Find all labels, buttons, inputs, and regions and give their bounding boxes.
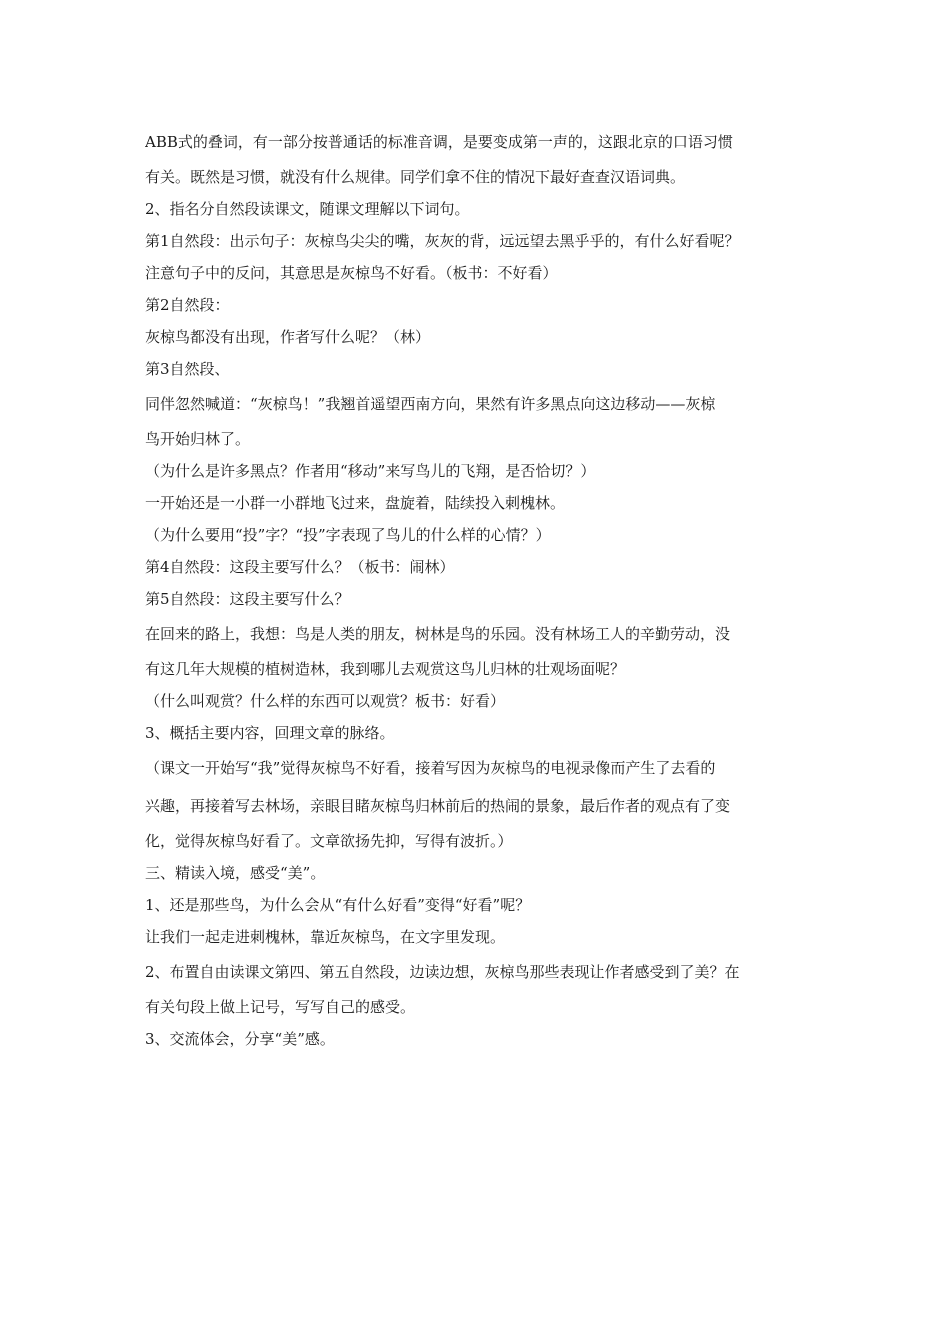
text-line: 兴趣，再接着写去林场，亲眼目睹灰椋鸟归林前后的热闹的景象，最后作者的观点有了变 bbox=[145, 797, 731, 815]
text-line: 第4自然段：这段主要写什么？（板书：闹林） bbox=[145, 558, 455, 576]
text-line: （为什么是许多黑点？作者用“移动”来写鸟儿的飞翔，是否恰切？） bbox=[145, 462, 596, 480]
text-line: 化，觉得灰椋鸟好看了。文章欲扬先抑，写得有波折。） bbox=[145, 832, 513, 850]
text-line: 让我们一起走进刺槐林，靠近灰椋鸟，在文字里发现。 bbox=[145, 928, 506, 946]
text-line: 3、交流体会，分享“美”感。 bbox=[145, 1030, 335, 1048]
text-line: 第1自然段：出示句子：灰椋鸟尖尖的嘴，灰灰的背，远远望去黑乎乎的，有什么好看呢？ bbox=[145, 232, 740, 250]
text-line: （什么叫观赏？什么样的东西可以观赏？板书：好看） bbox=[145, 692, 506, 710]
text-line: 同伴忽然喊道：“灰椋鸟！”我翘首遥望西南方向，果然有许多黑点向这边移动——灰椋 bbox=[145, 395, 716, 413]
text-line: 灰椋鸟都没有出现，作者写什么呢？（林） bbox=[145, 328, 431, 346]
text-line: 在回来的路上，我想：鸟是人类的朋友，树林是鸟的乐园。没有林场工人的辛勤劳动，没 bbox=[145, 625, 731, 643]
text-line: 鸟开始归林了。 bbox=[145, 430, 251, 448]
text-line: 1、还是那些鸟，为什么会从“有什么好看”变得“好看”呢？ bbox=[145, 896, 531, 914]
text-line: 一开始还是一小群一小群地飞过来，盘旋着，陆续投入刺槐林。 bbox=[145, 494, 566, 512]
text-line: 有关。既然是习惯，就没有什么规律。同学们拿不住的情况下最好查查汉语词典。 bbox=[145, 168, 686, 186]
text-line: 第3自然段、 bbox=[145, 360, 230, 378]
text-line: 有关句段上做上记号，写写自己的感受。 bbox=[145, 998, 416, 1016]
text-line: 注意句子中的反问，其意思是灰椋鸟不好看。（板书：不好看） bbox=[145, 264, 558, 282]
text-line: 2、指名分自然段读课文，随课文理解以下词句。 bbox=[145, 200, 470, 218]
text-line: 有这几年大规模的植树造林，我到哪儿去观赏这鸟儿归林的壮观场面呢？ bbox=[145, 660, 626, 678]
text-line: （课文一开始写“我”觉得灰椋鸟不好看，接着写因为灰椋鸟的电视录像而产生了去看的 bbox=[145, 759, 716, 777]
text-line: 第5自然段：这段主要写什么？ bbox=[145, 590, 350, 608]
text-line: 三、精读入境，感受“美”。 bbox=[145, 864, 326, 882]
text-line: 3、概括主要内容，回理文章的脉络。 bbox=[145, 724, 395, 742]
document-page bbox=[145, 123, 825, 1055]
text-line: 第2自然段： bbox=[145, 296, 230, 314]
text-line: ABB式的叠词，有一部分按普通话的标准音调，是要变成第一声的，这跟北京的口语习惯 bbox=[145, 133, 733, 151]
text-line: （为什么要用“投”字？“投”字表现了鸟儿的什么样的心情？） bbox=[145, 526, 551, 544]
text-line: 2、布置自由读课文第四、第五自然段，边读边想，灰椋鸟那些表现让作者感受到了美？在 bbox=[145, 963, 740, 981]
